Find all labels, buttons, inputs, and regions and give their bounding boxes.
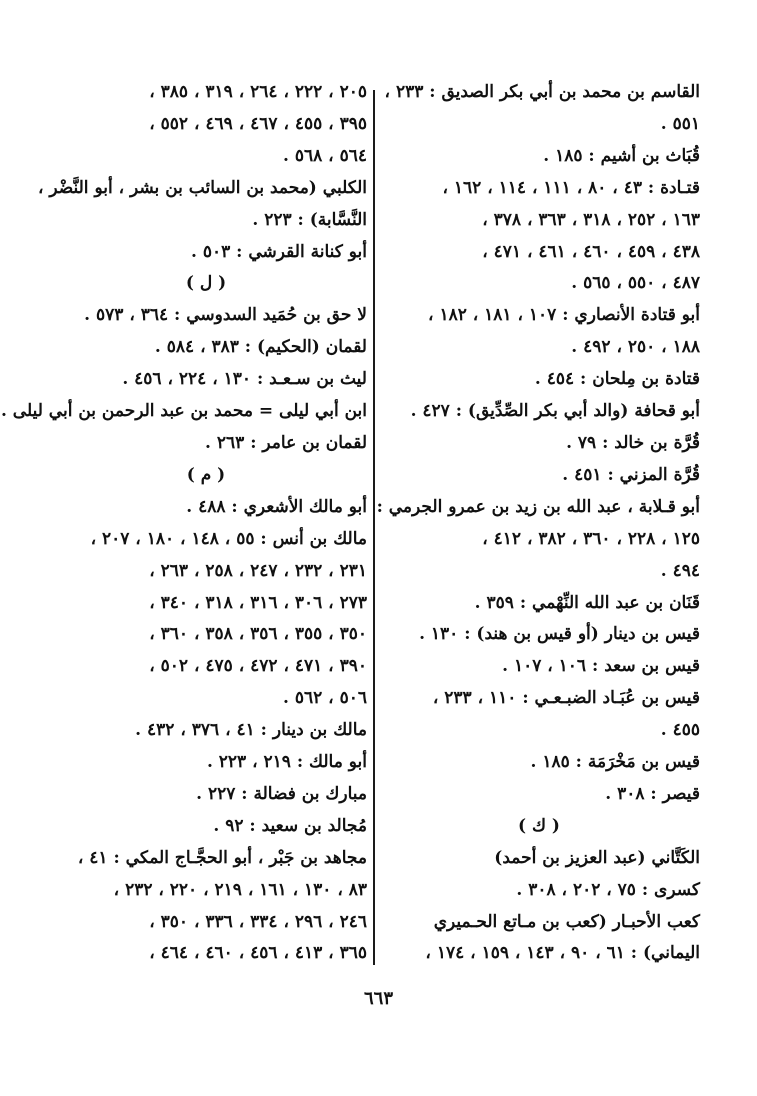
index-entry-line: ٥٥١ . [660,113,700,134]
index-entry-line: ٣٩٠ ، ٤٧١ ، ٤٧٢ ، ٤٧٥ ، ٥٠٢ ، [149,656,367,677]
index-entry-line: قُرَّة بن خالد : ٧٩ . [566,432,700,453]
index-entry-line: ٤٥٥ . [660,720,700,741]
index-entry-line: أبو مالك الأشعري : ٤٨٨ . [186,496,367,517]
index-entry-line: ليث بن سـعـد : ١٣٠ ، ٢٢٤ ، ٤٥٦ . [122,369,367,390]
index-entry-line: قيس بن عُبَـاد الضبـعـي : ١١٠ ، ٢٣٣ ، [432,688,700,709]
page-number: ٦٦٣ [363,988,393,1009]
index-entry-line: لقمان بن عامر : ٢٦٣ . [205,432,367,453]
index-entry-line: أبو مالك : ٢١٩ ، ٢٢٣ . [206,752,367,773]
index-entry-line: قُبَاث بن أشيم : ١٨٥ . [543,145,700,166]
index-entry-line: مبارك بن فضالة : ٢٢٧ . [196,783,367,804]
index-entry-line: قيصر : ٣٠٨ . [605,783,700,804]
index-entry-line: ١٦٣ ، ٢٥٢ ، ٣١٨ ، ٣٦٣ ، ٣٧٨ ، [482,209,700,230]
index-entry-line: ١٨٨ ، ٢٥٠ ، ٤٩٢ . [571,337,700,358]
index-entry-line: كعب الأحبـار (كعب بن مـاتع الحـميري [433,911,700,932]
index-entry-line: مُجالد بن سعيد : ٩٢ . [213,815,367,836]
index-entry-line: ( م ) [186,464,226,485]
index-entry-line: ٤٣٨ ، ٤٥٩ ، ٤٦٠ ، ٤٦١ ، ٤٧١ ، [482,241,700,262]
index-entry-line: أبو قحافة (والد أبي بكر الصِّدِّيق) : ٤٢٧ . [410,401,700,422]
index-entry-line: الكَتَّاني (عبد العزيز بن أحمد) [494,847,700,868]
index-entry-line: مالك بن دينار : ٤١ ، ٣٧٦ ، ٤٣٢ . [135,720,367,741]
index-entry-line: مجاهد بن جَبْر ، أبو الحجَّـاج المكي : ٤١ ، [77,847,367,868]
index-column-right [378,77,700,970]
index-entry-line: ٥٦٤ ، ٥٦٨ . [283,145,367,166]
index-entry-line: لقمان (الحكيم) : ٣٨٣ ، ٥٨٤ . [154,337,367,358]
index-entry-line: القاسم بن محمد بن أبي بكر الصديق : ٢٣٣ ، [384,82,700,102]
index-column-left [0,77,367,970]
index-entry-line: ٤٨٧ ، ٥٥٠ ، ٥٦٥ . [571,273,700,294]
index-entry-line: أبو قـلابة ، عبد الله بن زيد بن عمرو الجرمي : [376,496,700,517]
index-entry-line: قيس بن مَخْرَمَة : ١٨٥ . [530,752,700,773]
index-entry-line: ٢٣١ ، ٢٣٢ ، ٢٤٧ ، ٢٥٨ ، ٢٦٣ ، [149,560,367,581]
index-entry-line: قَنَان بن عبد الله النِّهْمي : ٣٥٩ . [474,592,700,613]
index-entry-line: ٥٠٦ ، ٥٦٢ . [283,688,367,709]
index-entry-line: ٢٤٦ ، ٢٩٦ ، ٣٣٤ ، ٣٣٦ ، ٣٥٠ ، [149,911,367,932]
index-entry-line: قتادة بن مِلحان : ٤٥٤ . [534,369,700,390]
index-entry-line: قيس بن سعد : ١٠٦ ، ١٠٧ . [502,656,700,677]
index-entry-line: الكلبي (محمد بن السائب بن بشر ، أبو النَّضْر ، [37,177,367,198]
index-entry-line: ٢٠٥ ، ٢٢٢ ، ٢٦٤ ، ٣١٩ ، ٣٨٥ ، [149,82,367,102]
index-entry-line: النَّسَّابة) : ٢٢٣ . [252,209,367,230]
index-entry-line: قيس بن دينار (أو قيس بن هند) : ١٣٠ . [419,624,700,645]
index-entry-line: ( ل ) [185,273,227,294]
column-divider [373,90,375,965]
index-entry-line: ابن أبي ليلى = محمد بن عبد الرحمن بن أبي ليلى . [0,401,367,422]
index-entry-line: ٣٩٥ ، ٤٥٥ ، ٤٦٧ ، ٤٦٩ ، ٥٥٢ ، [149,113,367,134]
index-entry-line: كسرى : ٧٥ ، ٢٠٢ ، ٣٠٨ . [516,879,700,900]
index-entry-line: مالك بن أنس : ٥٥ ، ١٤٨ ، ١٨٠ ، ٢٠٧ ، [90,528,367,549]
index-entry-line: قتـادة : ٤٣ ، ٨٠ ، ١١١ ، ١١٤ ، ١٦٢ ، [442,177,700,198]
index-entry-line: ٣٦٥ ، ٤١٣ ، ٤٥٦ ، ٤٦٠ ، ٤٦٤ ، [149,943,367,964]
index-entry-line: أبو قتادة الأنصاري : ١٠٧ ، ١٨١ ، ١٨٢ ، [428,305,700,326]
index-entry-line: ٢٧٣ ، ٣٠٦ ، ٣١٦ ، ٣١٨ ، ٣٤٠ ، [149,592,367,613]
index-entry-line: ٣٥٠ ، ٣٥٥ ، ٣٥٦ ، ٣٥٨ ، ٣٦٠ ، [149,624,367,645]
index-entry-line: لا حق بن حُمَيد السدوسي : ٣٦٤ ، ٥٧٣ . [84,305,367,326]
index-entry-line: ( ك ) [518,815,560,836]
index-entry-line: اليماني) : ٦١ ، ٩٠ ، ١٤٣ ، ١٥٩ ، ١٧٤ ، [425,943,700,964]
index-entry-line: ٤٩٤ . [660,560,700,581]
index-entry-line: ١٢٥ ، ٢٢٨ ، ٣٦٠ ، ٣٨٢ ، ٤١٢ ، [482,528,700,549]
index-entry-line: أبو كنانة القرشي : ٥٠٣ . [191,241,367,262]
index-entry-line: ٨٣ ، ١٣٠ ، ١٦١ ، ٢١٩ ، ٢٢٠ ، ٢٣٢ ، [113,879,367,900]
index-entry-line: قُرَّة المزني : ٤٥١ . [562,464,700,485]
